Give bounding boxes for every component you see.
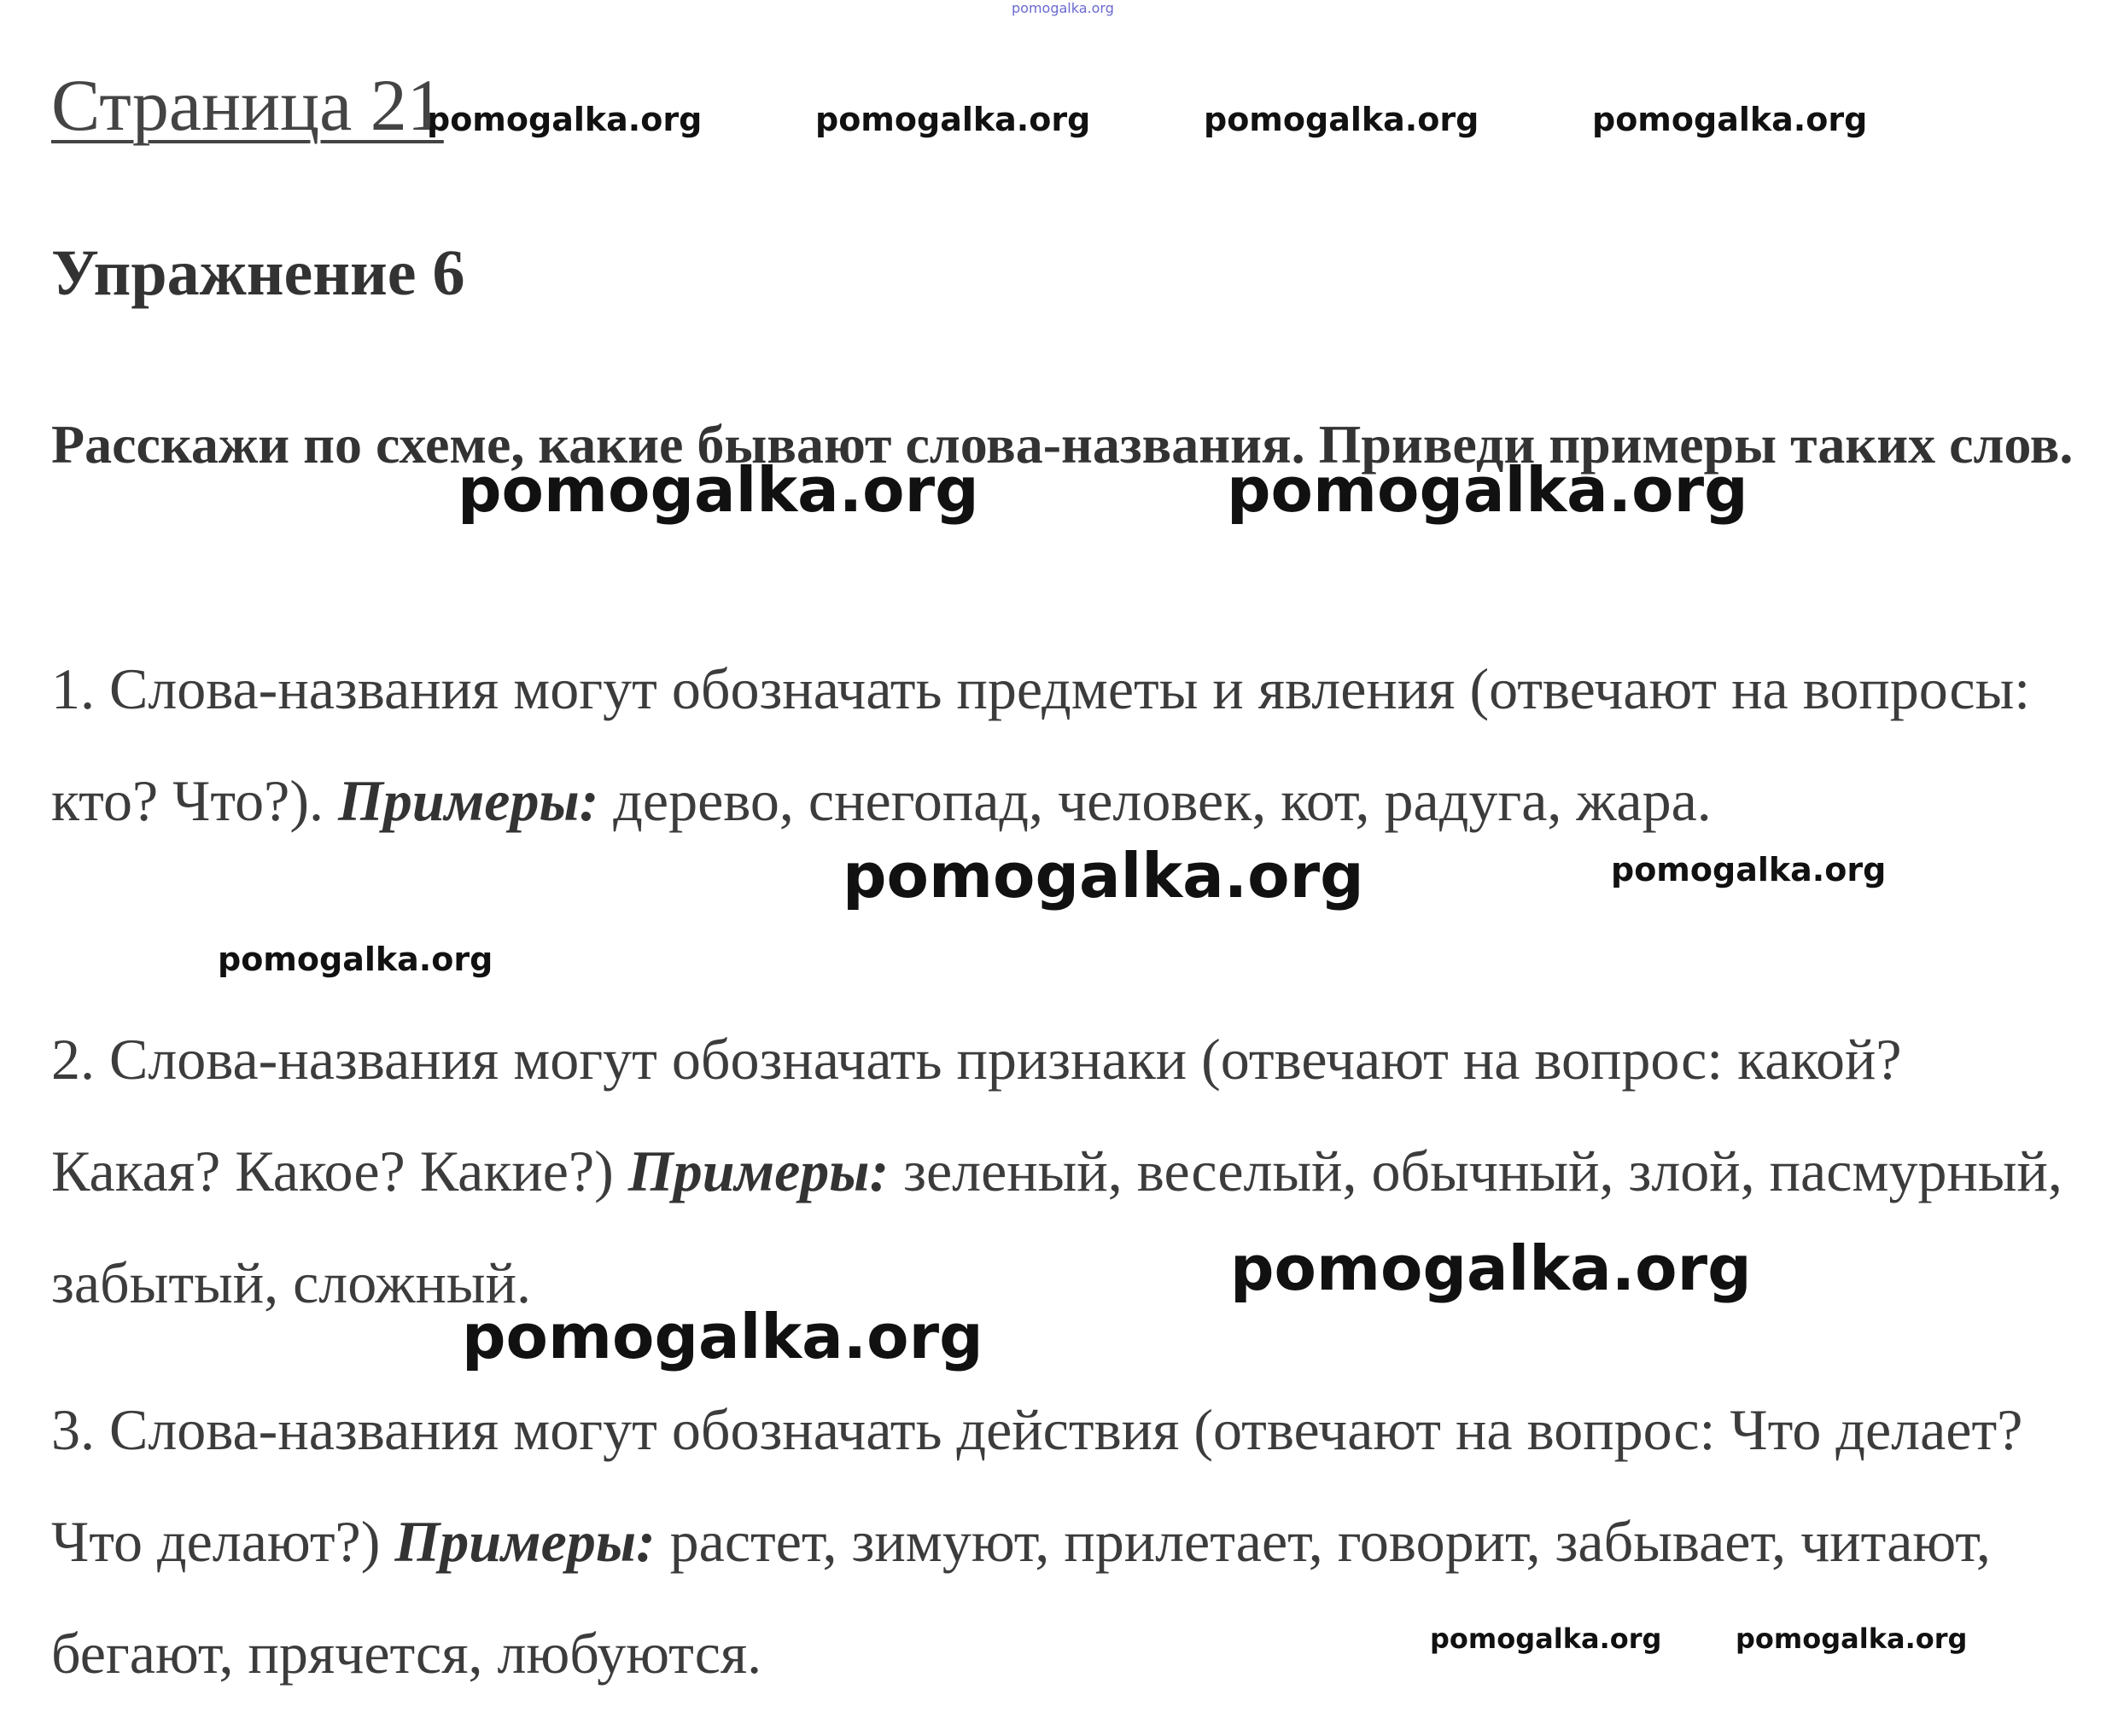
- watermark: pomogalka.org: [218, 941, 493, 978]
- watermark: pomogalka.org: [427, 101, 703, 138]
- list-item: [51, 633, 2074, 857]
- examples-label: Примеры:: [394, 1509, 656, 1574]
- watermark: pomogalka.org: [843, 840, 1364, 912]
- item-text: 3. Слова-названия могут обозначать действия (отвечают на вопрос: Что делает? Что делают?): [51, 1397, 2023, 1574]
- task-text: Расскажи по схеме, какие бывают слова-названия. Приведи примеры таких слов.: [51, 414, 2074, 475]
- item-text: 2. Слова-названия могут обозначать признаки (отвечают на вопрос: какой? Какая? Какое? Какие?): [51, 1027, 1902, 1203]
- watermark: pomogalka.org: [1430, 1622, 1662, 1655]
- watermark: pomogalka.org: [1230, 1232, 1752, 1304]
- item-examples: растет, зимуют, прилетает, говорит, забывает, читают, бегают, прячется, любуются.: [51, 1509, 1991, 1686]
- watermark: pomogalka.org: [458, 454, 979, 526]
- watermark: pomogalka.org: [1736, 1622, 1968, 1655]
- examples-label: Примеры:: [627, 1139, 890, 1203]
- item-examples: дерево, снегопад, человек, кот, радуга, жара.: [598, 768, 1712, 833]
- watermark: pomogalka.org: [1592, 101, 1868, 138]
- list-item: [51, 1374, 2074, 1710]
- watermark: pomogalka.org: [1204, 101, 1479, 138]
- watermark: pomogalka.org: [1227, 454, 1748, 526]
- page-link[interactable]: Страница 21: [51, 64, 444, 146]
- watermark: pomogalka.org: [1611, 851, 1887, 888]
- item-examples: зеленый, веселый, обычный, злой, пасмурный, забытый, сложный.: [51, 1139, 2063, 1315]
- exercise-title: Упражнение 6: [51, 237, 465, 309]
- watermark: pomogalka.org: [815, 101, 1091, 138]
- watermark-top: pomogalka.org: [1012, 0, 1114, 16]
- examples-label: Примеры:: [337, 768, 599, 833]
- list-item: [51, 1004, 2074, 1339]
- item-text: 1. Слова-названия могут обозначать предметы и явления (отвечают на вопросы: кто? Что?).: [51, 656, 2031, 833]
- watermark: pomogalka.org: [462, 1301, 983, 1372]
